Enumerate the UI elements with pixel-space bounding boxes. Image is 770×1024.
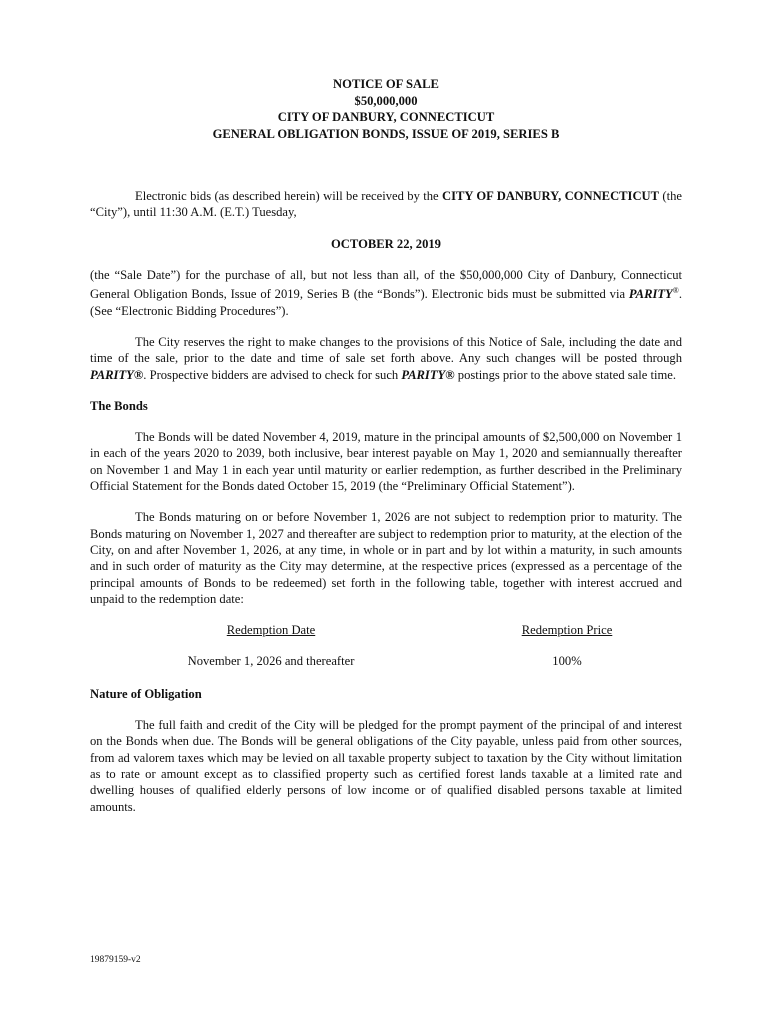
parity-mark: PARITY: [628, 287, 673, 302]
header-amount: $50,000,000: [354, 93, 418, 108]
obligation-paragraph: The full faith and credit of the City will be pledged for the prompt payment of the principal of and interest on the Bonds when due. The Bonds will be general obligations of the City payable, unless paid from other sources, from ad valorem taxes which may be levied on all taxable property subject to taxation by the City without limitation as to rate or amount except as to classified property such as certified forest lands taxable at a limited rate and dwelling houses of qualified elderly persons of low income or of qualified disabled persons taxable at limited amounts.: [90, 718, 682, 814]
document-page: [90, 76, 682, 815]
section-title-obligation: Nature of Obligation: [90, 686, 202, 701]
header-series: GENERAL OBLIGATION BONDS, ISSUE OF 2019, SERIES B: [212, 126, 560, 141]
bonds-paragraph-1: The Bonds will be dated November 4, 2019, mature in the principal amounts of $2,500,000 on November 1 in each of the years 2020 to 2039, both inclusive, bear interest payable on May 1, 2020 and semiannually thereafter on November 1 and May 1 in each year until maturity or earlier redemption, as further described in the Preliminary Official Statement for the Bonds dated October 15, 2019 (the “Preliminary Official Statement”).: [90, 430, 682, 494]
redemption-table-header: [90, 622, 682, 638]
parity-mark: PARITY®: [90, 367, 144, 382]
reserve-paragraph: The City reserves the right to make changes to the provisions of this Notice of Sale, including the date and time of the sale, prior to the date and time of sale set forth above. Any such changes will be posted through PARITY®. Prospective bidders are advised to check for such PARITY® postings prior to the above stated sale time.: [90, 334, 682, 382]
document-id-footer: 19879159-v2: [90, 955, 141, 965]
redemption-date-cell: November 1, 2026 and thereafter: [187, 654, 355, 669]
header-title: NOTICE OF SALE: [333, 77, 439, 91]
bonds-paragraph-2: The Bonds maturing on or before November 1, 2026 are not subject to redemption prior to maturity. The Bonds maturing on November 1, 2027 and thereafter are subject to redemption prior to maturity, at the election of the City, on and after November 1, 2026, at any time, in whole or in part and by lot within a maturity, in such amounts and in such order of maturity as the City may determine, at the respective prices (expressed as a percentage of the principal amounts of Bonds to be redeemed) set forth in the following table, together with interest accrued and unpaid to the redemption date:: [90, 510, 682, 606]
notice-header: [90, 76, 682, 142]
section-title-bonds: The Bonds: [90, 398, 148, 413]
redemption-date-header: Redemption Date: [226, 623, 316, 638]
city-name-bold: CITY OF DANBURY, CONNECTICUT: [441, 189, 660, 203]
purchase-paragraph: (the “Sale Date”) for the purchase of all, but not less than all, of the $50,000,000 City of Danbury, Connecticut General Obligation Bonds, Issue of 2019, Series B (the “Bonds”). Electronic bids must be submitted via PARITY®. (See “Electronic Bidding Procedures”).: [90, 267, 682, 318]
parity-mark: PARITY®: [401, 367, 455, 382]
redemption-price-cell: 100%: [552, 654, 582, 669]
table-row: [90, 653, 682, 669]
sale-date: OCTOBER 22, 2019: [331, 236, 441, 251]
header-issuer: CITY OF DANBURY, CONNECTICUT: [277, 110, 495, 124]
redemption-price-header: Redemption Price: [521, 623, 613, 638]
intro-paragraph: Electronic bids (as described herein) will be received by the CITY OF DANBURY, CONNECTICUT (the “City”), until 11:30 A.M. (E.T.) Tuesday,: [90, 189, 682, 220]
